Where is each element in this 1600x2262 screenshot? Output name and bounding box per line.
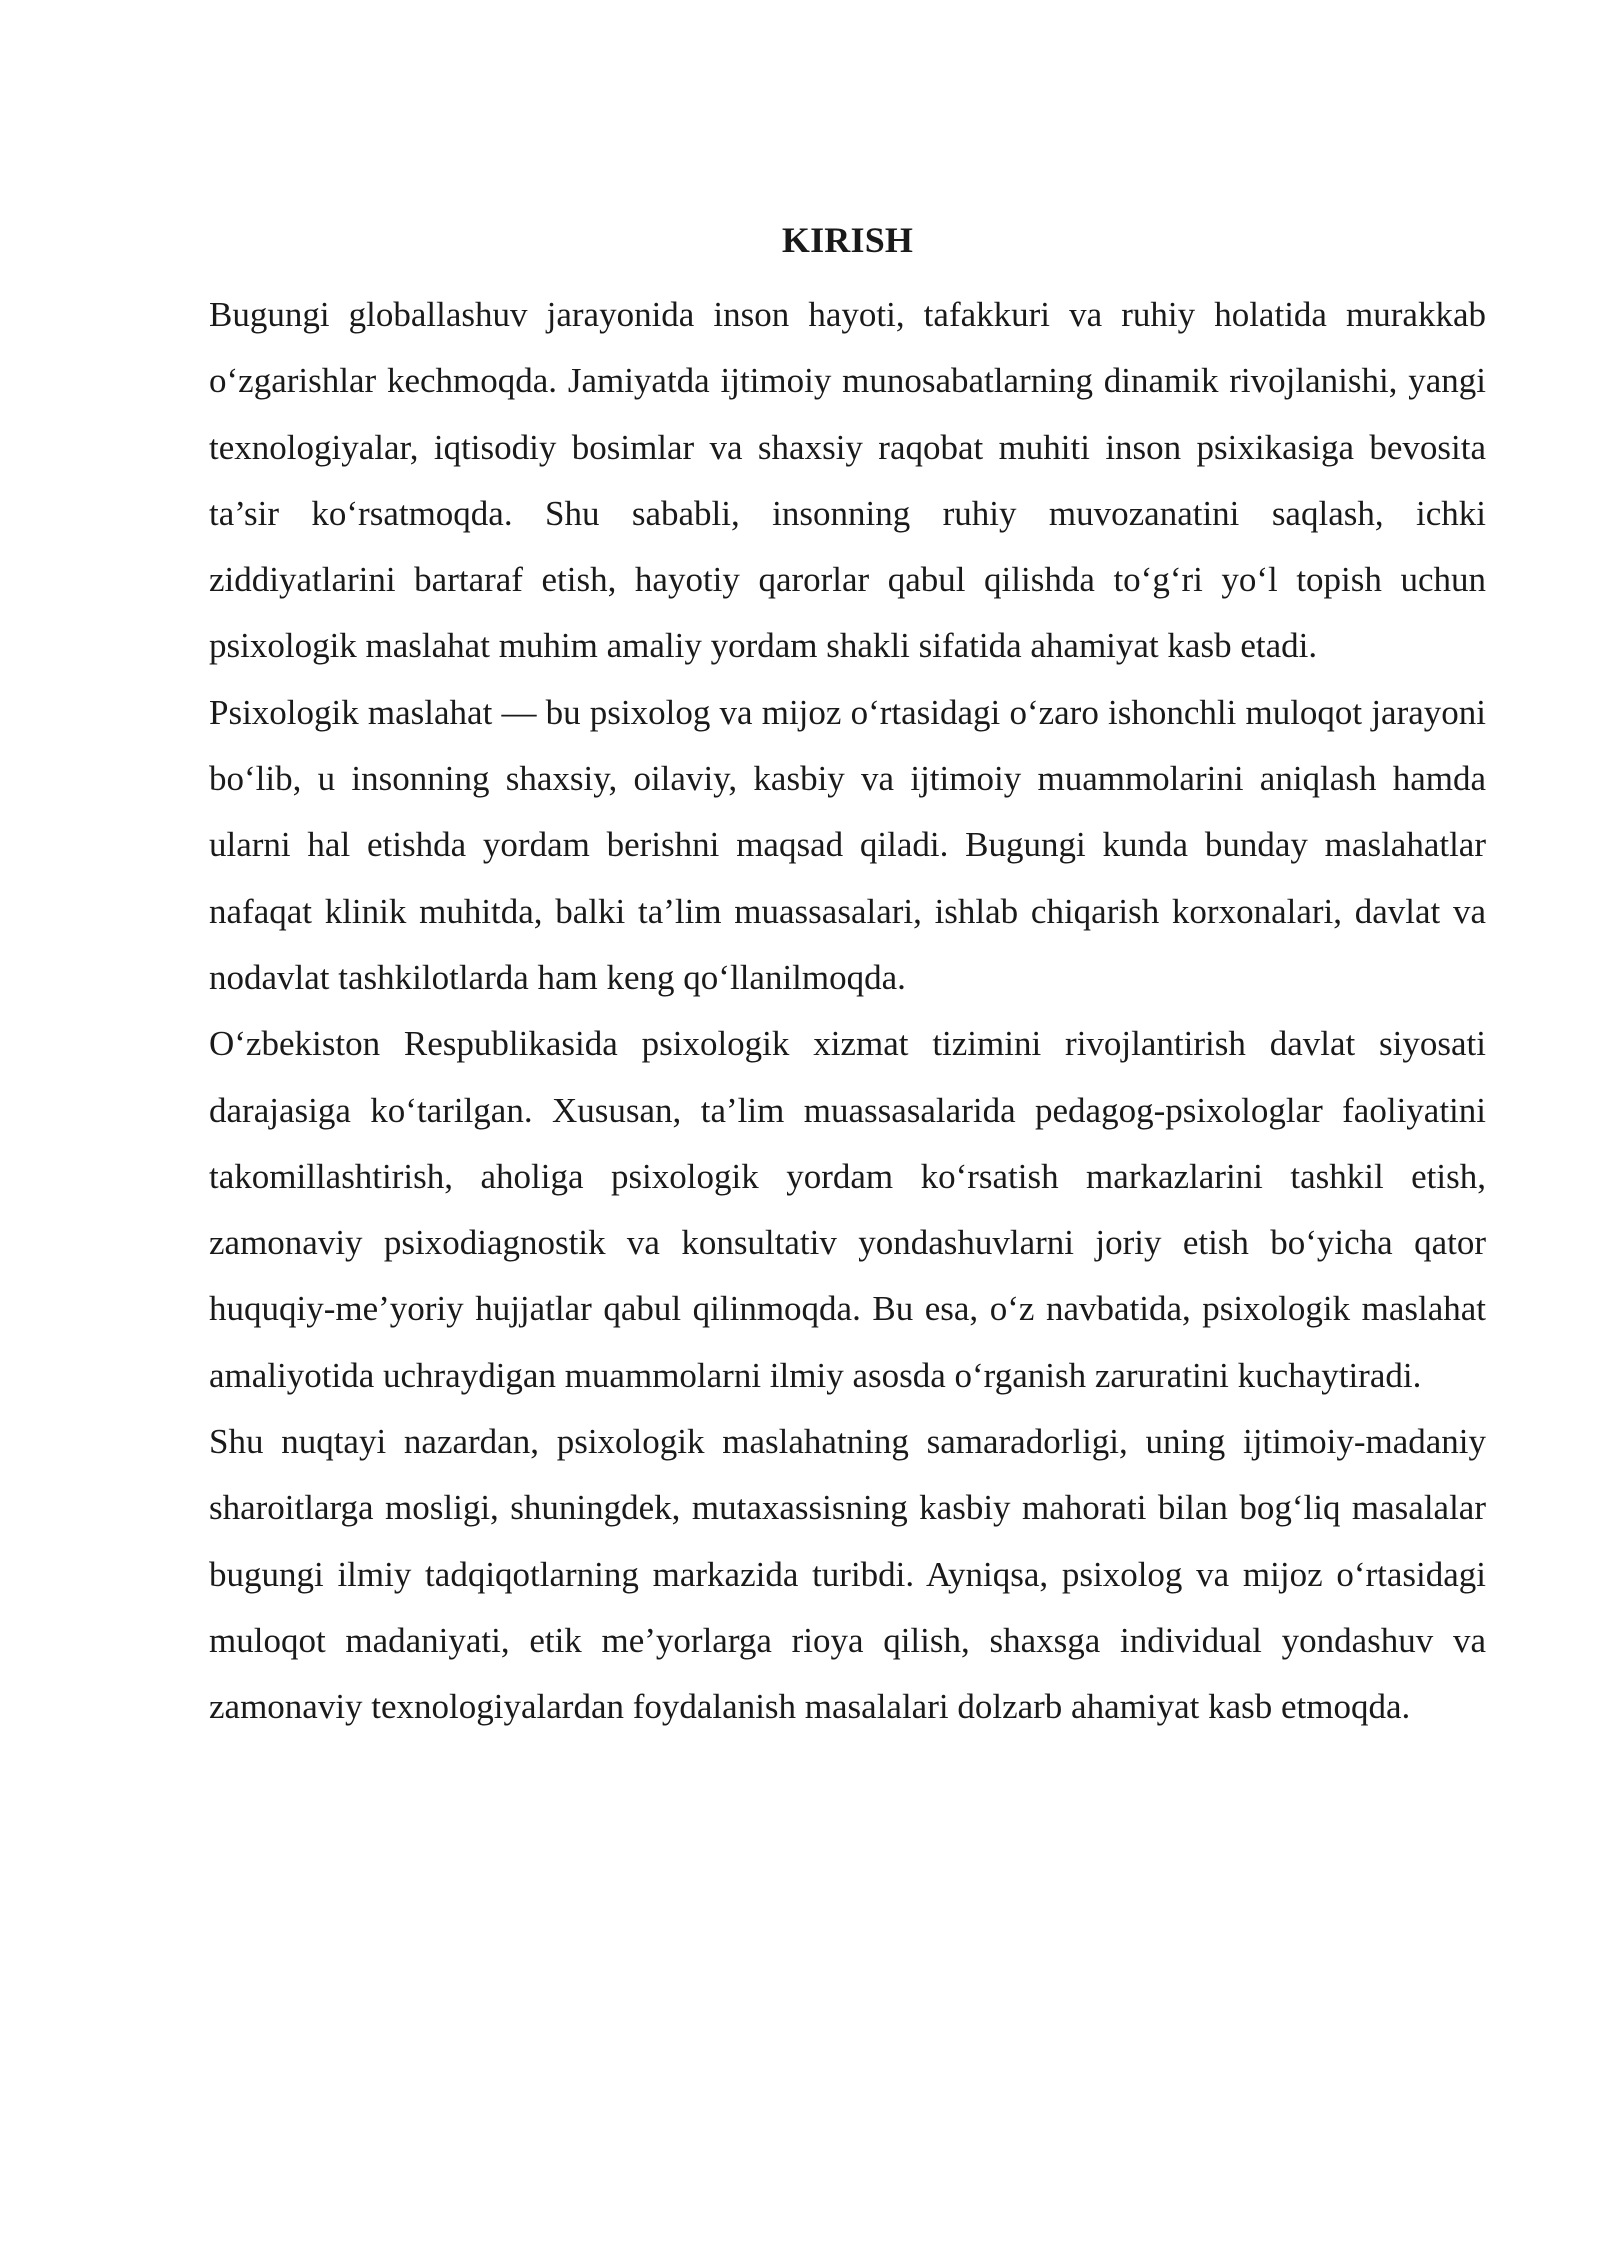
document-body: [209, 212, 1486, 1741]
section-title: KIRISH: [781, 220, 914, 260]
paragraph-research-relevance: Shu nuqtayi nazardan, psixologik maslahatning samaradorligi, uning ijtimoiy-madaniy sharoitlarga mosligi, shuningdek, mutaxassisning kasbiy mahorati bilan bog‘liq masalalar bugungi ilmiy tadqiqotlarning markazida turibdi. Ayniqsa, psixolog va mijoz o‘rtasidagi muloqot madaniyati, etik me’yorlarga rioya qilish, shaxsga individual yondashuv va zamonaviy texnologiyalardan foydalanish masalalari dolzarb ahamiyat kasb etmoqda.: [209, 1422, 1486, 1727]
paragraph-uzbekistan-policy: O‘zbekiston Respublikasida psixologik xizmat tizimini rivojlantirish davlat siyosati darajasiga ko‘tarilgan. Xususan, ta’lim muassasalarida pedagog-psixologlar faoliyatini takomillashtirish, aholiga psixologik yordam ko‘rsatish markazlarini tashkil etish, zamonaviy psixodiagnostik va konsultativ yondashuvlarni joriy etish bo‘yicha qator huquqiy-me’yoriy hujjatlar qabul qilinmoqda. Bu esa, o‘z navbatida, psixologik maslahat amaliyotida uchraydigan muammolarni ilmiy asosda o‘rganish zaruratini kuchaytiradi.: [209, 1024, 1486, 1395]
paragraph-globalization: Bugungi globallashuv jarayonida inson hayoti, tafakkuri va ruhiy holatida murakkab o‘zgarishlar kechmoqda. Jamiyatda ijtimoiy munosabatlarning dinamik rivojlanishi, yangi texnologiyalar, iqtisodiy bosimlar va shaxsiy raqobat muhiti inson psixikasiga bevosita ta’sir ko‘rsatmoqda. Shu sababli, insonning ruhiy muvozanatini saqlash, ichki ziddiyatlarini bartaraf etish, hayotiy qarorlar qabul qilishda to‘g‘ri yo‘l topish uchun psixologik maslahat muhim amaliy yordam shakli sifatida ahamiyat kasb etadi.: [209, 295, 1486, 666]
paragraph-counseling-definition: Psixologik maslahat — bu psixolog va mijoz o‘rtasidagi o‘zaro ishonchli muloqot jarayoni bo‘lib, u insonning shaxsiy, oilaviy, kasbiy va ijtimoiy muammolarini aniqlash hamda ularni hal etishda yordam berishni maqsad qiladi. Bugungi kunda bunday maslahatlar nafaqat klinik muhitda, balki ta’lim muassasalari, ishlab chiqarish korxonalari, davlat va nodavlat tashkilotlarda ham keng qo‘llanilmoqda.: [209, 692, 1486, 997]
